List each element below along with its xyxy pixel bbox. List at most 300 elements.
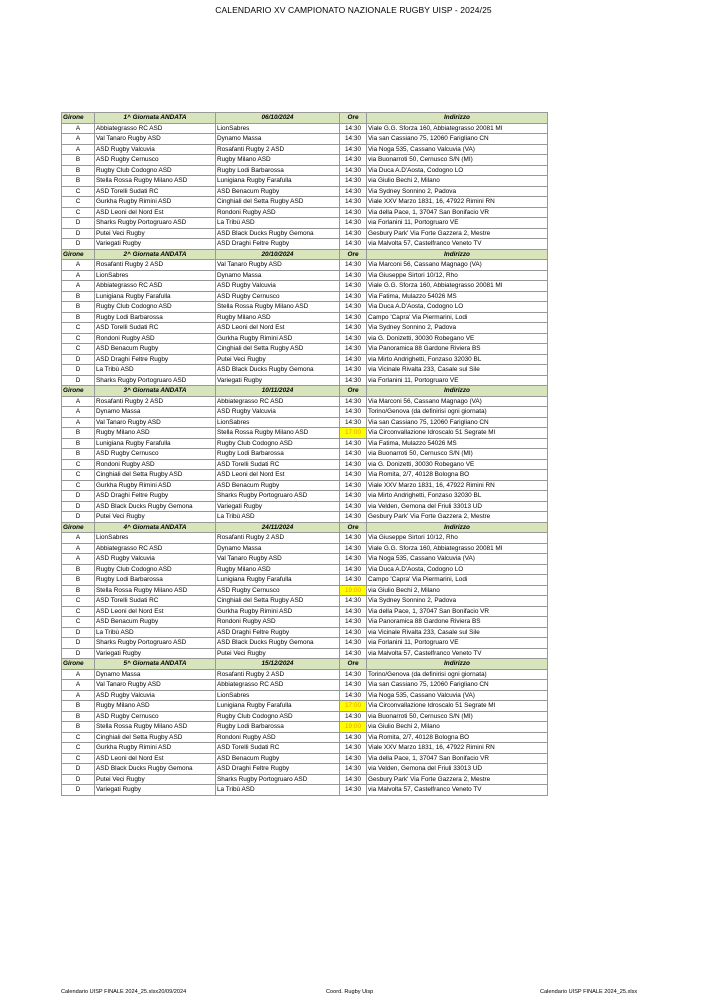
time-cell: 14:30: [340, 302, 367, 313]
home-team-cell: Stella Rossa Rugby Milano ASD: [95, 176, 216, 187]
home-team-cell: Sharks Rugby Portogruaro ASD: [95, 638, 216, 649]
match-row: [62, 743, 548, 754]
address-cell: via Malvolta 57, Castelfranco Veneto TV: [367, 239, 548, 250]
home-team-cell: Sharks Rugby Portogruaro ASD: [95, 218, 216, 229]
away-team-cell: Rugby Milano ASD: [216, 155, 340, 166]
home-team-cell: Putei Veci Rugby: [95, 774, 216, 785]
time-cell: 14:30: [340, 459, 367, 470]
address-cell: via Forlanini 11, Portogruaro VE: [367, 638, 548, 649]
round-header-row: [62, 659, 548, 670]
match-row: [62, 701, 548, 712]
time-cell: 14:30: [340, 176, 367, 187]
calendar-table: [61, 112, 548, 796]
time-cell: 14:30: [340, 155, 367, 166]
match-row: [62, 669, 548, 680]
girone-cell: D: [62, 491, 95, 502]
away-team-cell: Putei Veci Rugby: [216, 354, 340, 365]
girone-cell: C: [62, 197, 95, 208]
match-row: [62, 144, 548, 155]
time-cell: 14:30: [340, 785, 367, 796]
girone-cell: A: [62, 144, 95, 155]
away-team-cell: Abbiategrasso RC ASD: [216, 396, 340, 407]
indirizzo-header: Indirizzo: [367, 113, 548, 124]
match-row: [62, 270, 548, 281]
girone-cell: C: [62, 743, 95, 754]
match-row: [62, 375, 548, 386]
round-name: 2^ Giornata ANDATA: [95, 249, 216, 260]
address-cell: Viale G.G. Sforza 160, Abbiategrasso 20081 MI: [367, 123, 548, 134]
home-team-cell: ASD Rugby Cernusco: [95, 449, 216, 460]
girone-cell: A: [62, 281, 95, 292]
girone-cell: A: [62, 134, 95, 145]
away-team-cell: Variegati Rugby: [216, 375, 340, 386]
address-cell: via Malvolta 57, Castelfranco Veneto TV: [367, 785, 548, 796]
girone-cell: B: [62, 291, 95, 302]
home-team-cell: Abbiategrasso RC ASD: [95, 123, 216, 134]
away-team-cell: ASD Benacum Rugby: [216, 186, 340, 197]
girone-cell: D: [62, 774, 95, 785]
time-cell: 14:30: [340, 228, 367, 239]
address-cell: Torino/Genova (da definirisi ogni giornata): [367, 669, 548, 680]
home-team-cell: Rugby Lodi Barbarossa: [95, 312, 216, 323]
home-team-cell: ASD Torelli Sudati RC: [95, 596, 216, 607]
time-cell: 14:30: [340, 764, 367, 775]
match-row: [62, 533, 548, 544]
match-row: [62, 323, 548, 334]
girone-cell: B: [62, 701, 95, 712]
girone-cell: C: [62, 323, 95, 334]
away-team-cell: Rugby Lodi Barbarossa: [216, 449, 340, 460]
address-cell: Via Panoramica 88 Gardone Riviera BS: [367, 344, 548, 355]
home-team-cell: Variegati Rugby: [95, 785, 216, 796]
time-cell: 14:30: [340, 165, 367, 176]
home-team-cell: LionSabres: [95, 533, 216, 544]
indirizzo-header: Indirizzo: [367, 386, 548, 397]
address-cell: Via san Cassiano 75, 12060 Farigliano CN: [367, 680, 548, 691]
footer-right: Calendario UISP FINALE 2024_25.xlsx: [540, 989, 638, 995]
address-cell: Via Duca A.D'Aosta, Codogno LO: [367, 564, 548, 575]
girone-cell: D: [62, 501, 95, 512]
girone-cell: C: [62, 333, 95, 344]
address-cell: Via san Cassiano 75, 12060 Farigliano CN: [367, 134, 548, 145]
round-header-row: [62, 249, 548, 260]
match-row: [62, 407, 548, 418]
away-team-cell: ASD Black Ducks Rugby Gemona: [216, 365, 340, 376]
time-cell: 14:30: [340, 344, 367, 355]
address-cell: Via Circonvallazione Idroscalo 51 Segrate MI: [367, 428, 548, 439]
address-cell: Via Duca A.D'Aosta, Codogno LO: [367, 165, 548, 176]
address-cell: Gesbury Park' Via Forte Gazzera 2, Mestre: [367, 774, 548, 785]
time-cell: 14:30: [340, 270, 367, 281]
address-cell: via Buonarroti 50, Cernusco S/N (MI): [367, 711, 548, 722]
girone-cell: A: [62, 669, 95, 680]
calendar-body: [62, 113, 548, 796]
home-team-cell: Gurkha Rugby Rimini ASD: [95, 197, 216, 208]
girone-cell: C: [62, 617, 95, 628]
match-row: [62, 281, 548, 292]
address-cell: via Giulio Bechi 2, Milano: [367, 722, 548, 733]
away-team-cell: Gurkha Rugby Rimini ASD: [216, 606, 340, 617]
girone-cell: B: [62, 722, 95, 733]
address-cell: via Mirto Andrighetti, Fonzaso 32030 BL: [367, 491, 548, 502]
girone-cell: D: [62, 354, 95, 365]
time-cell: 14:30: [340, 144, 367, 155]
girone-cell: B: [62, 312, 95, 323]
address-cell: Via Sydney Sonnino 2, Padova: [367, 596, 548, 607]
home-team-cell: ASD Leoni del Nord Est: [95, 207, 216, 218]
address-cell: Gesbury Park' Via Forte Gazzera 2, Mestre: [367, 512, 548, 523]
home-team-cell: ASD Rugby Valcuvia: [95, 554, 216, 565]
time-cell: 14:30: [340, 680, 367, 691]
ore-header: Ore: [340, 522, 367, 533]
home-team-cell: La Tribù ASD: [95, 627, 216, 638]
time-cell: 14:30: [340, 491, 367, 502]
indirizzo-header: Indirizzo: [367, 659, 548, 670]
time-cell: 14:30: [340, 501, 367, 512]
match-row: [62, 312, 548, 323]
girone-cell: A: [62, 417, 95, 428]
time-cell: 14:30: [340, 186, 367, 197]
away-team-cell: ASD Rugby Cernusco: [216, 291, 340, 302]
away-team-cell: Val Tanaro Rugby ASD: [216, 554, 340, 565]
home-team-cell: Cinghiali del Setta Rugby ASD: [95, 732, 216, 743]
ore-header: Ore: [340, 386, 367, 397]
time-cell: 14:30: [340, 354, 367, 365]
away-team-cell: LionSabres: [216, 123, 340, 134]
match-row: [62, 564, 548, 575]
home-team-cell: Lunigiana Rugby Farafulla: [95, 291, 216, 302]
home-team-cell: Val Tanaro Rugby ASD: [95, 680, 216, 691]
away-team-cell: ASD Torelli Sudati RC: [216, 743, 340, 754]
address-cell: Via Noga 535, Cassano Valcuvia (VA): [367, 554, 548, 565]
time-cell: 14:30: [340, 564, 367, 575]
home-team-cell: Val Tanaro Rugby ASD: [95, 134, 216, 145]
girone-cell: A: [62, 407, 95, 418]
time-cell: 14:30: [340, 648, 367, 659]
time-cell: 14:30: [340, 480, 367, 491]
home-team-cell: Rugby Club Codogno ASD: [95, 165, 216, 176]
match-row: [62, 480, 548, 491]
away-team-cell: Cinghiali del Setta Rugby ASD: [216, 197, 340, 208]
away-team-cell: Rondoni Rugby ASD: [216, 617, 340, 628]
address-cell: Via Noga 535, Cassano Valcuvia (VA): [367, 690, 548, 701]
time-cell: 14:30: [340, 617, 367, 628]
girone-cell: D: [62, 375, 95, 386]
away-team-cell: ASD Draghi Feltre Rugby: [216, 764, 340, 775]
address-cell: Campo 'Capra' Via Piermarini, Lodi: [367, 312, 548, 323]
away-team-cell: La Tribù ASD: [216, 218, 340, 229]
time-cell: 19:00: [340, 585, 367, 596]
girone-cell: C: [62, 186, 95, 197]
round-date: 06/10/2024: [216, 113, 340, 124]
match-row: [62, 365, 548, 376]
match-row: [62, 123, 548, 134]
home-team-cell: ASD Draghi Feltre Rugby: [95, 491, 216, 502]
home-team-cell: ASD Benacum Rugby: [95, 344, 216, 355]
match-row: [62, 291, 548, 302]
match-row: [62, 711, 548, 722]
match-row: [62, 585, 548, 596]
home-team-cell: Rosafanti Rugby 2 ASD: [95, 260, 216, 271]
time-cell: 14:30: [340, 774, 367, 785]
home-team-cell: ASD Torelli Sudati RC: [95, 323, 216, 334]
girone-cell: C: [62, 207, 95, 218]
address-cell: Viale XXV Marzo 1831, 16, 47922 Rimini RN: [367, 197, 548, 208]
round-header-row: [62, 113, 548, 124]
home-team-cell: Rugby Milano ASD: [95, 428, 216, 439]
address-cell: Via Noga 535, Cassano Valcuvia (VA): [367, 144, 548, 155]
home-team-cell: Lunigiana Rugby Farafulla: [95, 438, 216, 449]
time-cell: 14:30: [340, 753, 367, 764]
address-cell: Via Giuseppe Sirtori 10/12, Rho: [367, 533, 548, 544]
address-cell: Torino/Genova (da definirisi ogni giornata): [367, 407, 548, 418]
match-row: [62, 428, 548, 439]
girone-cell: B: [62, 585, 95, 596]
time-cell: 14:30: [340, 743, 367, 754]
home-team-cell: Rugby Club Codogno ASD: [95, 564, 216, 575]
address-cell: Via Fatima, Mulazzo 54026 MS: [367, 291, 548, 302]
time-cell: 14:30: [340, 365, 367, 376]
ore-header: Ore: [340, 249, 367, 260]
time-cell: 14:30: [340, 732, 367, 743]
away-team-cell: Cinghiali del Setta Rugby ASD: [216, 596, 340, 607]
girone-cell: B: [62, 165, 95, 176]
girone-cell: C: [62, 480, 95, 491]
home-team-cell: ASD Black Ducks Rugby Gemona: [95, 501, 216, 512]
girone-cell: D: [62, 512, 95, 523]
home-team-cell: Stella Rossa Rugby Milano ASD: [95, 585, 216, 596]
girone-cell: A: [62, 543, 95, 554]
time-cell: 14:30: [340, 690, 367, 701]
match-row: [62, 459, 548, 470]
away-team-cell: ASD Torelli Sudati RC: [216, 459, 340, 470]
match-row: [62, 396, 548, 407]
away-team-cell: Rondoni Rugby ASD: [216, 732, 340, 743]
time-cell: 14:30: [340, 312, 367, 323]
address-cell: Via Duca A.D'Aosta, Codogno LO: [367, 302, 548, 313]
match-row: [62, 617, 548, 628]
match-row: [62, 732, 548, 743]
away-team-cell: Rugby Milano ASD: [216, 312, 340, 323]
ore-header: Ore: [340, 659, 367, 670]
home-team-cell: Sharks Rugby Portogruaro ASD: [95, 375, 216, 386]
girone-cell: C: [62, 344, 95, 355]
girone-cell: B: [62, 564, 95, 575]
document-title: CALENDARIO XV CAMPIONATO NAZIONALE RUGBY UISP - 2024/25: [215, 5, 492, 15]
match-row: [62, 627, 548, 638]
address-cell: Via san Cassiano 75, 12060 Farigliano CN: [367, 417, 548, 428]
girone-cell: A: [62, 680, 95, 691]
match-row: [62, 438, 548, 449]
away-team-cell: Lunigiana Rugby Farafulla: [216, 575, 340, 586]
home-team-cell: Dynamo Massa: [95, 407, 216, 418]
time-cell: 14:30: [340, 543, 367, 554]
girone-cell: D: [62, 218, 95, 229]
match-row: [62, 333, 548, 344]
address-cell: Via Marconi 56, Cassano Magnago (VA): [367, 260, 548, 271]
address-cell: via Velden, Gemona del Friuli 33013 UD: [367, 501, 548, 512]
footer-left: Calendario UISP FINALE 2024_25.xlsx20/09/2024: [61, 989, 187, 995]
match-row: [62, 344, 548, 355]
girone-header: Girone: [62, 113, 95, 124]
address-cell: Via della Pace, 1, 37047 San Bonifacio VR: [367, 606, 548, 617]
time-cell: 14:30: [340, 197, 367, 208]
address-cell: Viale G.G. Sforza 160, Abbiategrasso 20081 MI: [367, 281, 548, 292]
time-cell: 14:30: [340, 512, 367, 523]
girone-cell: B: [62, 438, 95, 449]
round-date: 15/12/2024: [216, 659, 340, 670]
time-cell: 17:00: [340, 428, 367, 439]
girone-cell: A: [62, 260, 95, 271]
away-team-cell: ASD Black Ducks Rugby Gemona: [216, 638, 340, 649]
home-team-cell: Rosafanti Rugby 2 ASD: [95, 396, 216, 407]
time-cell: 14:30: [340, 596, 367, 607]
round-header-row: [62, 522, 548, 533]
home-team-cell: ASD Rugby Valcuvia: [95, 144, 216, 155]
address-cell: via Forlanini 11, Portogruaro VE: [367, 375, 548, 386]
girone-cell: C: [62, 753, 95, 764]
match-row: [62, 207, 548, 218]
home-team-cell: LionSabres: [95, 270, 216, 281]
time-cell: 14:30: [340, 218, 367, 229]
match-row: [62, 470, 548, 481]
away-team-cell: Rugby Club Codogno ASD: [216, 711, 340, 722]
address-cell: Gesbury Park' Via Forte Gazzera 2, Mestre: [367, 228, 548, 239]
time-cell: 14:30: [340, 207, 367, 218]
away-team-cell: Rugby Lodi Barbarossa: [216, 165, 340, 176]
girone-cell: B: [62, 449, 95, 460]
address-cell: Via Sydney Sonnino 2, Padova: [367, 323, 548, 334]
round-name: 1^ Giornata ANDATA: [95, 113, 216, 124]
time-cell: 14:30: [340, 333, 367, 344]
match-row: [62, 165, 548, 176]
time-cell: 14:30: [340, 123, 367, 134]
away-team-cell: ASD Rugby Cernusco: [216, 585, 340, 596]
girone-cell: A: [62, 533, 95, 544]
round-name: 4^ Giornata ANDATA: [95, 522, 216, 533]
time-cell: 14:30: [340, 438, 367, 449]
girone-cell: A: [62, 270, 95, 281]
round-name: 5^ Giornata ANDATA: [95, 659, 216, 670]
match-row: [62, 354, 548, 365]
match-row: [62, 554, 548, 565]
girone-cell: C: [62, 470, 95, 481]
address-cell: via Giulio Bechi 2, Milano: [367, 585, 548, 596]
address-cell: via Malvolta 57, Castelfranco Veneto TV: [367, 648, 548, 659]
away-team-cell: La Tribù ASD: [216, 512, 340, 523]
match-row: [62, 680, 548, 691]
home-team-cell: Rugby Milano ASD: [95, 701, 216, 712]
away-team-cell: ASD Leoni del Nord Est: [216, 470, 340, 481]
girone-cell: D: [62, 638, 95, 649]
girone-header: Girone: [62, 659, 95, 670]
home-team-cell: Rugby Lodi Barbarossa: [95, 575, 216, 586]
home-team-cell: Rugby Club Codogno ASD: [95, 302, 216, 313]
away-team-cell: Variegati Rugby: [216, 501, 340, 512]
match-row: [62, 690, 548, 701]
address-cell: Viale G.G. Sforza 160, Abbiategrasso 20081 MI: [367, 543, 548, 554]
home-team-cell: ASD Torelli Sudati RC: [95, 186, 216, 197]
girone-cell: B: [62, 302, 95, 313]
match-row: [62, 260, 548, 271]
match-row: [62, 638, 548, 649]
match-row: [62, 774, 548, 785]
girone-cell: C: [62, 606, 95, 617]
home-team-cell: ASD Rugby Cernusco: [95, 711, 216, 722]
girone-cell: C: [62, 459, 95, 470]
away-team-cell: Rondoni Rugby ASD: [216, 207, 340, 218]
round-header-row: [62, 386, 548, 397]
address-cell: via Buonarroti 50, Cernusco S/N (MI): [367, 155, 548, 166]
time-cell: 14:30: [340, 396, 367, 407]
match-row: [62, 648, 548, 659]
home-team-cell: Dynamo Massa: [95, 669, 216, 680]
match-row: [62, 543, 548, 554]
girone-cell: B: [62, 711, 95, 722]
round-date: 20/10/2024: [216, 249, 340, 260]
match-row: [62, 491, 548, 502]
address-cell: via Forlanini 11, Portogruaro VE: [367, 218, 548, 229]
address-cell: Via della Pace, 1, 37047 San Bonifacio VR: [367, 207, 548, 218]
address-cell: via Velden, Gemona del Friuli 33013 UD: [367, 764, 548, 775]
time-cell: 14:30: [340, 417, 367, 428]
match-row: [62, 155, 548, 166]
home-team-cell: Cinghiali del Setta Rugby ASD: [95, 470, 216, 481]
away-team-cell: Lunigiana Rugby Farafulla: [216, 176, 340, 187]
match-row: [62, 753, 548, 764]
address-cell: via Giulio Bechi 2, Milano: [367, 176, 548, 187]
away-team-cell: Cinghiali del Setta Rugby ASD: [216, 344, 340, 355]
address-cell: Via Giuseppe Sirtori 10/12, Rho: [367, 270, 548, 281]
address-cell: Viale XXV Marzo 1831, 16, 47922 Rimini RN: [367, 480, 548, 491]
round-name: 3^ Giornata ANDATA: [95, 386, 216, 397]
time-cell: 14:30: [340, 669, 367, 680]
away-team-cell: Lunigiana Rugby Farafulla: [216, 701, 340, 712]
girone-cell: A: [62, 554, 95, 565]
round-date: 10/11/2024: [216, 386, 340, 397]
home-team-cell: Abbiategrasso RC ASD: [95, 543, 216, 554]
away-team-cell: Rosafanti Rugby 2 ASD: [216, 669, 340, 680]
away-team-cell: Rosafanti Rugby 2 ASD: [216, 144, 340, 155]
girone-cell: B: [62, 155, 95, 166]
address-cell: via Vicinale Rivalta 233, Casale sul Sile: [367, 627, 548, 638]
match-row: [62, 186, 548, 197]
address-cell: Via Panoramica 88 Gardone Riviera BS: [367, 617, 548, 628]
time-cell: 14:30: [340, 711, 367, 722]
time-cell: 14:30: [340, 134, 367, 145]
away-team-cell: Dynamo Massa: [216, 543, 340, 554]
address-cell: Via Romita, 2/7, 40128 Bologna BO: [367, 732, 548, 743]
match-row: [62, 197, 548, 208]
away-team-cell: Abbiategrasso RC ASD: [216, 680, 340, 691]
address-cell: via Mirto Andrighetti, Fonzaso 32030 BL: [367, 354, 548, 365]
away-team-cell: ASD Black Ducks Rugby Gemona: [216, 228, 340, 239]
time-cell: 14:30: [340, 606, 367, 617]
home-team-cell: Putei Veci Rugby: [95, 512, 216, 523]
time-cell: 14:30: [340, 449, 367, 460]
address-cell: Via Circonvallazione Idroscalo 51 Segrate MI: [367, 701, 548, 712]
match-row: [62, 218, 548, 229]
girone-cell: B: [62, 176, 95, 187]
girone-cell: D: [62, 648, 95, 659]
away-team-cell: ASD Benacum Rugby: [216, 480, 340, 491]
away-team-cell: ASD Benacum Rugby: [216, 753, 340, 764]
time-cell: 14:30: [340, 291, 367, 302]
away-team-cell: LionSabres: [216, 690, 340, 701]
match-row: [62, 606, 548, 617]
home-team-cell: ASD Rugby Valcuvia: [95, 690, 216, 701]
home-team-cell: ASD Leoni del Nord Est: [95, 753, 216, 764]
